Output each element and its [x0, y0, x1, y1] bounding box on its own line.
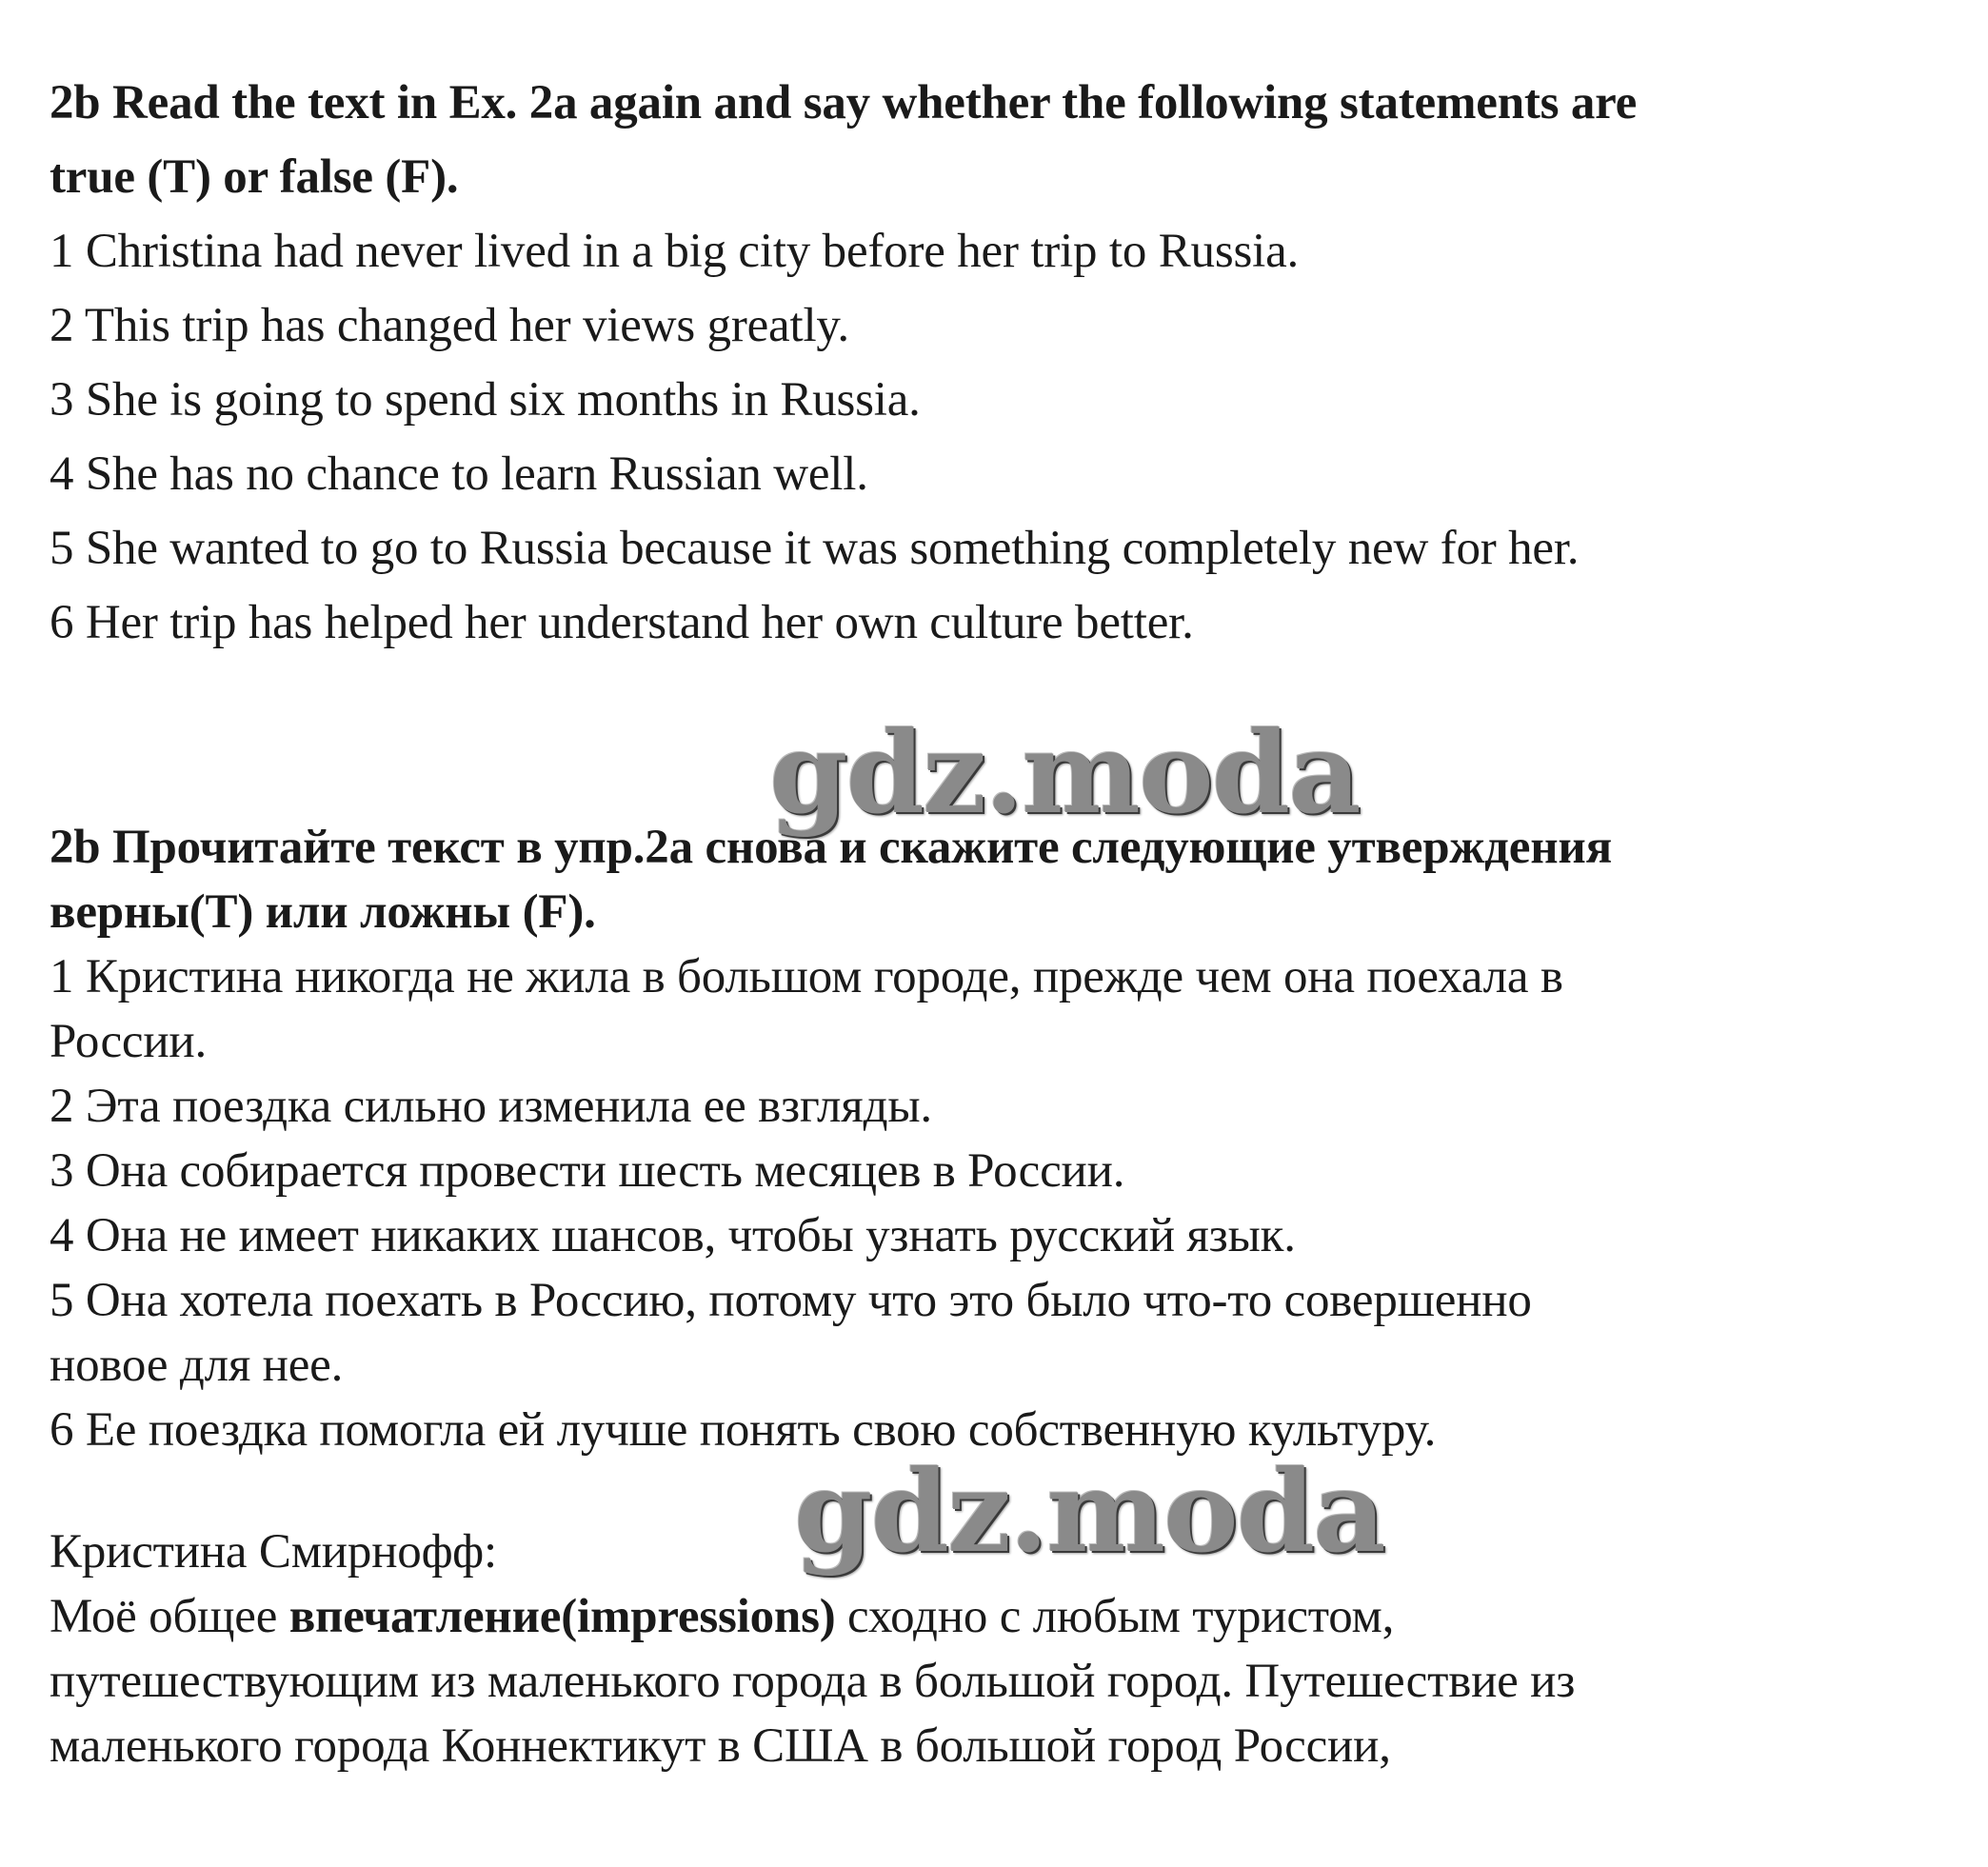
- english-statement-5: 5 She wanted to go to Russia because it was something completely new for her.: [50, 522, 1580, 575]
- russian-statement-5: 5 Она хотела поехать в Россию, потому что это было что-то совершенно: [50, 1274, 1532, 1327]
- english-statement-1: 1 Christina had never lived in a big city before her trip to Russia.: [50, 225, 1300, 278]
- passage-line-1-start: Моё общее: [50, 1590, 289, 1643]
- passage-line-3: маленького города Коннектикут в США в большой город России,: [50, 1719, 1391, 1773]
- russian-statement-1-cont: России.: [50, 1015, 208, 1068]
- passage-line-1-end: сходно с любым туристом,: [835, 1590, 1395, 1643]
- english-statement-3: 3 She is going to spend six months in Russia.: [50, 373, 921, 427]
- watermark-logo: gdz.moda: [794, 1445, 1384, 1578]
- english-heading-line-2: true (T) or false (F).: [50, 150, 459, 204]
- english-statement-6: 6 Her trip has helped her understand her own culture better.: [50, 596, 1194, 649]
- watermark-logo: gdz.moda: [769, 706, 1360, 839]
- english-statement-4: 4 She has no chance to learn Russian well.: [50, 447, 868, 501]
- russian-statement-5-cont: новое для нее.: [50, 1339, 344, 1392]
- english-heading-line-1: 2b Read the text in Ex. 2a again and say whether the following statements are: [50, 76, 1638, 129]
- russian-statement-4: 4 Она не имеет никаких шансов, чтобы узнать русский язык.: [50, 1209, 1296, 1262]
- russian-statement-1: 1 Кристина никогда не жила в большом городе, прежде чем она поехала в: [50, 950, 1563, 1003]
- passage-line-2: путешествующим из маленького города в большой город. Путешествие из: [50, 1655, 1576, 1708]
- passage-line-1: [50, 1588, 1394, 1645]
- russian-heading-line-1: 2b Прочитайте текст в упр.2а снова и скажите следующие утверждения: [50, 821, 1612, 874]
- russian-statement-6: 6 Ее поездка помогла ей лучше понять свою собственную культуру.: [50, 1403, 1437, 1457]
- russian-statement-3: 3 Она собирается провести шесть месяцев в России.: [50, 1144, 1125, 1198]
- russian-statement-2: 2 Эта поездка сильно изменила ее взгляды.: [50, 1080, 932, 1133]
- passage-keyword: впечатление(impressions): [288, 1590, 836, 1643]
- english-statement-2: 2 This trip has changed her views greatly.: [50, 299, 849, 352]
- russian-heading-line-2: верны(T) или ложны (F).: [50, 885, 596, 939]
- passage-author: Кристина Смирнофф:: [50, 1525, 497, 1579]
